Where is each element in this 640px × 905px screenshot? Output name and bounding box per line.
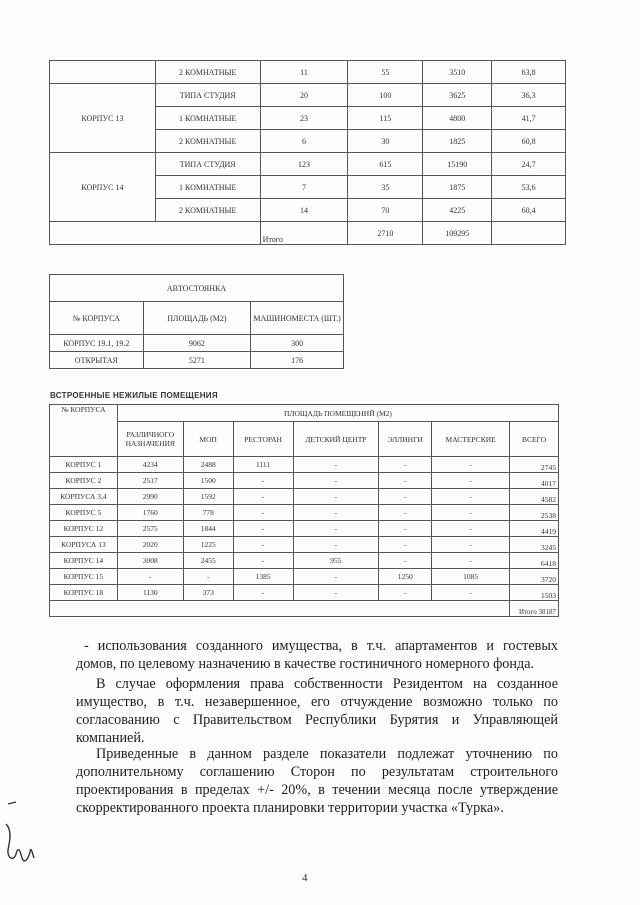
- table-cell: -: [379, 457, 432, 473]
- total-row: [50, 222, 566, 245]
- table-cell: 1085: [432, 569, 510, 585]
- table-cell: 1 КОМНАТНЫЕ: [155, 107, 260, 130]
- premises-header-cell: МОП: [183, 422, 233, 457]
- table-cell: 63,8: [492, 61, 566, 84]
- table-cell: -: [379, 521, 432, 537]
- premises-header-cell: ДЕТСКИЙ ЦЕНТР: [293, 422, 379, 457]
- premises-header-cell: ВСЕГО: [510, 422, 559, 457]
- table-cell: 176: [251, 352, 344, 369]
- table-cell: -: [432, 553, 510, 569]
- table-cell: 4234: [117, 457, 183, 473]
- table-cell: 3245: [510, 537, 559, 553]
- table-cell: -: [379, 585, 432, 601]
- table-cell: -: [432, 585, 510, 601]
- premises-table: [49, 404, 559, 617]
- parking-header-building: № КОРПУСА: [50, 302, 144, 335]
- table-cell: 1592: [183, 489, 233, 505]
- table-cell: 2020: [117, 537, 183, 553]
- premises-group-header: ПЛОЩАДЬ ПОМЕЩЕНИЙ (М2): [117, 405, 558, 422]
- table-cell: 4225: [423, 199, 492, 222]
- table-cell: 615: [348, 153, 423, 176]
- table-cell: 2 КОМНАТНЫЕ: [155, 61, 260, 84]
- table-cell: 4017: [510, 473, 559, 489]
- table-cell: КОРПУС 19.1, 19.2: [50, 335, 144, 352]
- table-cell: ТИПА СТУДИЯ: [155, 84, 260, 107]
- table-cell: 36,3: [492, 84, 566, 107]
- table-row: [50, 84, 566, 107]
- table-cell: -: [183, 569, 233, 585]
- table-cell: -: [233, 585, 293, 601]
- table-cell: 15190: [423, 153, 492, 176]
- table-cell: КОРПУС 14: [50, 553, 118, 569]
- table-cell: -: [233, 473, 293, 489]
- table-cell: -: [379, 473, 432, 489]
- table-cell: -: [432, 505, 510, 521]
- table-row: [50, 553, 559, 569]
- table-row: [50, 352, 344, 369]
- table-cell: 2575: [117, 521, 183, 537]
- table-cell: 373: [183, 585, 233, 601]
- table-cell: 123: [260, 153, 348, 176]
- table-cell: 6418: [510, 553, 559, 569]
- table-cell: -: [293, 457, 379, 473]
- table-cell: ОТКРЫТАЯ: [50, 352, 144, 369]
- table-cell: КОРПУСА 3,4: [50, 489, 118, 505]
- table-cell: ТИПА СТУДИЯ: [155, 153, 260, 176]
- table-cell: КОРПУС 18: [50, 585, 118, 601]
- table-row: [50, 505, 559, 521]
- table-cell: 60,8: [492, 130, 566, 153]
- total-label: Итого: [260, 222, 348, 245]
- table-row: [50, 489, 559, 505]
- table-cell: КОРПУС 1: [50, 457, 118, 473]
- table-cell: 24,7: [492, 153, 566, 176]
- table-cell: -: [432, 537, 510, 553]
- total-value: 38187: [538, 608, 556, 616]
- table-cell: -: [293, 521, 379, 537]
- table-cell: 955: [293, 553, 379, 569]
- table-cell: 1385: [233, 569, 293, 585]
- table-cell: 2990: [117, 489, 183, 505]
- table-cell: 3008: [117, 553, 183, 569]
- table-cell: 1760: [117, 505, 183, 521]
- table-cell: -: [233, 521, 293, 537]
- building-cell: [50, 61, 156, 84]
- building-cell: КОРПУС 14: [50, 153, 156, 222]
- parking-title: АВТОСТОЯНКА: [50, 275, 344, 302]
- table-cell: 5271: [143, 352, 251, 369]
- paragraph-usage: - использования созданного имущества, в т.ч. апартаментов и гостевых домов, по целевому назначению в качестве гостиничного номерного фонда.: [76, 638, 558, 672]
- table-cell: -: [379, 537, 432, 553]
- table-cell: -: [293, 585, 379, 601]
- parking-table: [49, 274, 344, 369]
- table-cell: 3625: [423, 84, 492, 107]
- table-cell: -: [293, 569, 379, 585]
- section-title: ВСТРОЕННЫЕ НЕЖИЛЫЕ ПОМЕЩЕНИЯ: [50, 391, 218, 400]
- table-row: [50, 537, 559, 553]
- table-cell: 70: [348, 199, 423, 222]
- table-cell: 1 КОМНАТНЫЕ: [155, 176, 260, 199]
- table-cell: -: [117, 569, 183, 585]
- table-cell: 9062: [143, 335, 251, 352]
- table-cell: 4582: [510, 489, 559, 505]
- table-cell: 30: [348, 130, 423, 153]
- table-cell: -: [432, 489, 510, 505]
- table-cell: 41,7: [492, 107, 566, 130]
- table-cell: 2455: [183, 553, 233, 569]
- table-cell: -: [432, 473, 510, 489]
- table-cell: 115: [348, 107, 423, 130]
- premises-header-cell: ЭЛЛИНГИ: [379, 422, 432, 457]
- table-cell: 11: [260, 61, 348, 84]
- handwritten-signature: [2, 800, 42, 870]
- table-row: [50, 569, 559, 585]
- table-cell: 3510: [423, 61, 492, 84]
- table-cell: 4419: [510, 521, 559, 537]
- total-c3: 109295: [423, 222, 492, 245]
- table-cell: -: [293, 473, 379, 489]
- table-cell: 23: [260, 107, 348, 130]
- table-cell: КОРПУС 2: [50, 473, 118, 489]
- table-cell: 2488: [183, 457, 233, 473]
- table-cell: 1825: [423, 130, 492, 153]
- paragraph-indicators: Приведенные в данном разделе показатели подлежат уточнению по дополнительному соглашению Сторон по результатам строительного проектирования в пределах +/- 20%, в течении месяца после утверждение скорректированного проекта планировки территории участка «Турка».: [76, 746, 558, 816]
- table-cell: -: [233, 489, 293, 505]
- parking-header-spaces: МАШИНОМЕСТА (ШТ.): [251, 302, 344, 335]
- table-row: [50, 457, 559, 473]
- table-cell: 2745: [510, 457, 559, 473]
- table-row: [50, 521, 559, 537]
- table-cell: 3720: [510, 569, 559, 585]
- table-cell: 1130: [117, 585, 183, 601]
- table-row: [50, 335, 344, 352]
- table-cell: 100: [348, 84, 423, 107]
- premises-total: [510, 601, 559, 617]
- table-cell: 4800: [423, 107, 492, 130]
- table-row: [50, 585, 559, 601]
- paragraph-ownership: В случае оформления права собственности Резидентом на созданное имущество, в т.ч. незавершенное, его отчуждение возможно только по согласованию с Правительством Республики Бурятия и Управляющей компанией.: [76, 676, 558, 746]
- total-label: Итого: [519, 608, 537, 616]
- table-cell: 1111: [233, 457, 293, 473]
- table-cell: 7: [260, 176, 348, 199]
- table-cell: 60,4: [492, 199, 566, 222]
- table-row: [50, 153, 566, 176]
- table-cell: 53,6: [492, 176, 566, 199]
- parking-header-area: ПЛОЩАДЬ (М2): [143, 302, 251, 335]
- table-cell: -: [233, 537, 293, 553]
- table-cell: 1875: [423, 176, 492, 199]
- table-cell: 20: [260, 84, 348, 107]
- table-cell: -: [379, 505, 432, 521]
- table-cell: 2 КОМНАТНЫЕ: [155, 199, 260, 222]
- table-cell: -: [432, 457, 510, 473]
- table-cell: 2 КОМНАТНЫЕ: [155, 130, 260, 153]
- table-cell: 55: [348, 61, 423, 84]
- table-cell: КОРПУСА 13: [50, 537, 118, 553]
- table-cell: -: [293, 489, 379, 505]
- premises-header-cell: РЕСТОРАН: [233, 422, 293, 457]
- page-number: 4: [302, 872, 308, 884]
- table-cell: 2517: [117, 473, 183, 489]
- table-cell: 1225: [183, 537, 233, 553]
- table-cell: 14: [260, 199, 348, 222]
- table-cell: 1503: [510, 585, 559, 601]
- premises-header-building: № КОРПУСА: [50, 405, 118, 457]
- building-cell: КОРПУС 13: [50, 84, 156, 153]
- table-cell: КОРПУС 15: [50, 569, 118, 585]
- premises-header-cell: РАЗЛИЧНОГО НАЗНАЧЕНИЯ: [117, 422, 183, 457]
- apartments-table: [49, 60, 566, 245]
- total-c2: 2710: [348, 222, 423, 245]
- table-cell: 1844: [183, 521, 233, 537]
- table-cell: -: [293, 537, 379, 553]
- table-cell: КОРПУС 12: [50, 521, 118, 537]
- table-cell: КОРПУС 5: [50, 505, 118, 521]
- table-cell: 35: [348, 176, 423, 199]
- table-cell: -: [233, 505, 293, 521]
- table-cell: -: [233, 553, 293, 569]
- table-row: [50, 473, 559, 489]
- table-cell: 300: [251, 335, 344, 352]
- premises-header-cell: МАСТЕРСКИЕ: [432, 422, 510, 457]
- total-c4: [492, 222, 566, 245]
- table-cell: -: [379, 489, 432, 505]
- table-cell: -: [379, 553, 432, 569]
- table-cell: 1500: [183, 473, 233, 489]
- table-cell: 778: [183, 505, 233, 521]
- table-cell: 2538: [510, 505, 559, 521]
- table-row: [50, 61, 566, 84]
- table-cell: -: [432, 521, 510, 537]
- table-cell: -: [293, 505, 379, 521]
- table-cell: 1250: [379, 569, 432, 585]
- table-cell: 6: [260, 130, 348, 153]
